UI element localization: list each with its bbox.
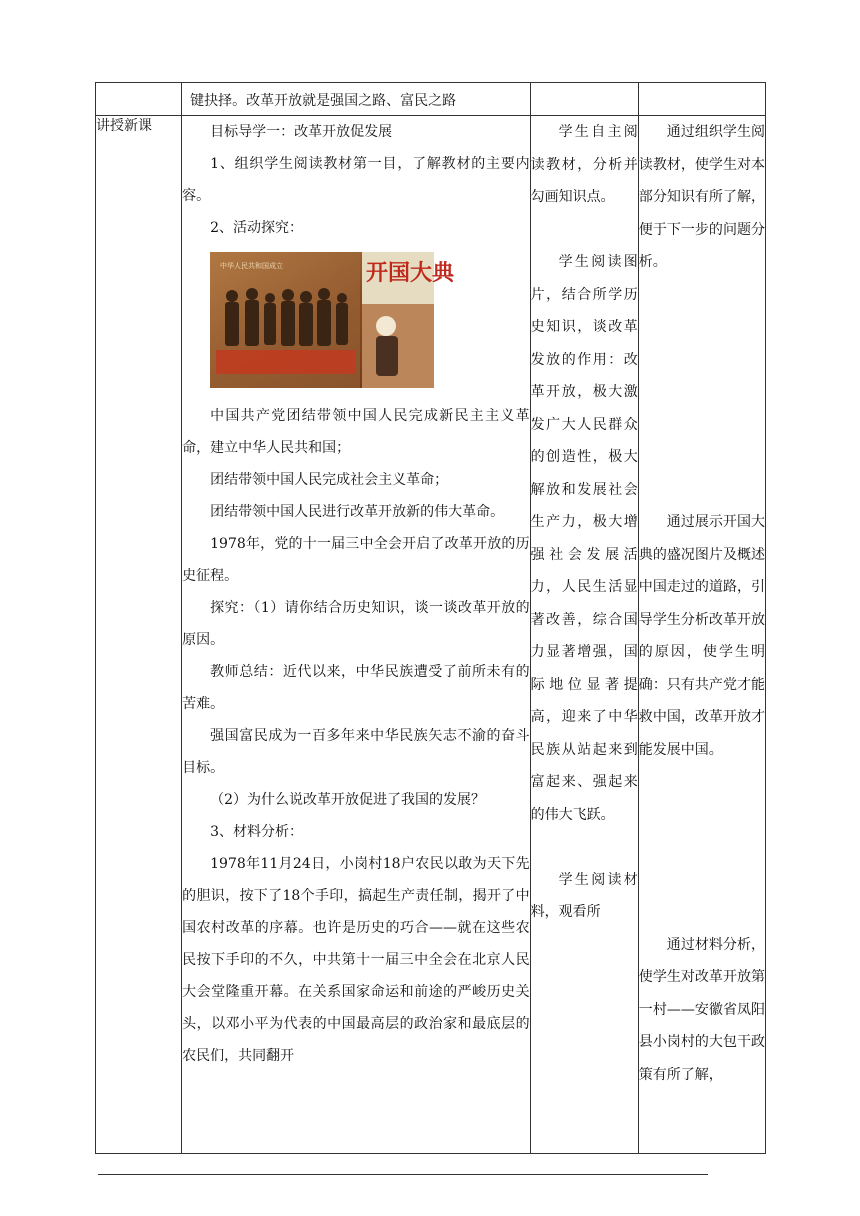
design-intent-text: 通过组织学生阅读教材，使学生对本部分知识有所了解，便于下一步的问题分析。 xyxy=(638,124,765,270)
paragraph: 3、材料分析： xyxy=(210,824,304,840)
photo-caption-text: 中华人民共和国成立 xyxy=(220,262,284,270)
spacer xyxy=(531,831,638,864)
student-activity-cell xyxy=(530,83,638,116)
paragraph: 1978年，党的十一届三中全会开启了改革开放的历史征程。 xyxy=(182,536,530,584)
design-intent xyxy=(638,116,765,1154)
spacer xyxy=(639,279,765,312)
spacer xyxy=(639,344,765,377)
table-row xyxy=(96,116,766,1154)
spacer xyxy=(639,864,765,897)
paragraph: 强国富民成为一百多年来中华民族矢志不渝的奋斗目标。 xyxy=(182,728,530,776)
paragraph: 中国共产党团结带领中国人民完成新民主主义革命，建立中华人民共和国； xyxy=(182,408,530,456)
student-activity xyxy=(530,116,638,1154)
paragraph: （2）为什么说改革开放促进了我国的发展？ xyxy=(210,792,486,808)
paragraph: 团结带领中国人民进行改革开放新的伟大革命。 xyxy=(210,504,505,520)
paragraph: 1、组织学生阅读教材第一目，了解教材的主要内容。 xyxy=(182,156,530,204)
paragraph: 探究：（1）请你结合历史知识，谈一谈改革开放的原因。 xyxy=(182,600,530,648)
paragraph: 教师总结：近代以来，中华民族遭受了前所未有的苦难。 xyxy=(182,664,530,712)
spacer xyxy=(639,799,765,832)
stage-label: 讲授新课 xyxy=(96,116,182,1154)
paragraph: 1978年11月24日，小岗村18户农民以敢为天下先的胆识，按下了18个手印，搞起生产责任制，揭开了中国农村改革的序幕。也许是历史的巧合——就在这些农民按下手印的不久，中共第十一届三中全会在北京人民大会堂隆重开幕。在关系国家命运和前途的严峻历史关头，以邓小平为代表的中国最高层的政治家和最底层的农民们，共同翻开 xyxy=(182,856,530,1064)
spacer xyxy=(639,311,765,344)
student-activity-text: 学生阅读材料，观看所 xyxy=(530,871,638,920)
design-intent-text: 通过展示开国大典的盛况图片及概述中国走过的道路，引导学生分析改革开放的原因，使学生明确：只有共产党才能救中国，改革开放才能发展中国。 xyxy=(638,514,765,758)
spacer xyxy=(639,409,765,442)
footer-divider xyxy=(98,1174,708,1175)
content-cell xyxy=(182,83,531,116)
spacer xyxy=(639,766,765,799)
student-activity-text: 学生阅读图片，结合所学历史知识，谈改革发放的作用：改革开放，极大激发广大人民群众的创造性，极大解放和发展社会生产力，极大增强社会发展活力，人民生活显著改善，综合国力显著增强，国际地位显著提高，迎来了中华民族从站起来到富起来、强起来的伟大飞跃。 xyxy=(530,254,638,823)
section-heading: 目标导学一：改革开放促发展 xyxy=(210,124,393,140)
spacer xyxy=(639,896,765,929)
spacer xyxy=(639,376,765,409)
spacer xyxy=(639,831,765,864)
design-intent-text: 通过材料分析，使学生对改革开放第一村——安徽省凤阳县小岗村的大包干政策有所了解， xyxy=(638,936,765,1083)
stage-cell xyxy=(96,83,182,116)
photo-title-text: 开国大典 xyxy=(366,260,455,286)
lesson-plan-table xyxy=(95,82,766,1154)
teaching-content xyxy=(182,116,531,1154)
spacer xyxy=(531,214,638,247)
content-text: 键抉择。改革开放就是强国之路、富民之路 xyxy=(190,93,457,109)
founding-ceremony-photo xyxy=(210,252,455,388)
student-activity-text: 学生自主阅读教材，分析并勾画知识点。 xyxy=(530,124,638,205)
table-row xyxy=(96,83,766,116)
design-intent-cell xyxy=(638,83,765,116)
paragraph: 团结带领中国人民完成社会主义革命； xyxy=(210,472,449,488)
paragraph: 2、活动探究： xyxy=(210,220,304,236)
spacer xyxy=(639,441,765,474)
spacer xyxy=(639,474,765,507)
